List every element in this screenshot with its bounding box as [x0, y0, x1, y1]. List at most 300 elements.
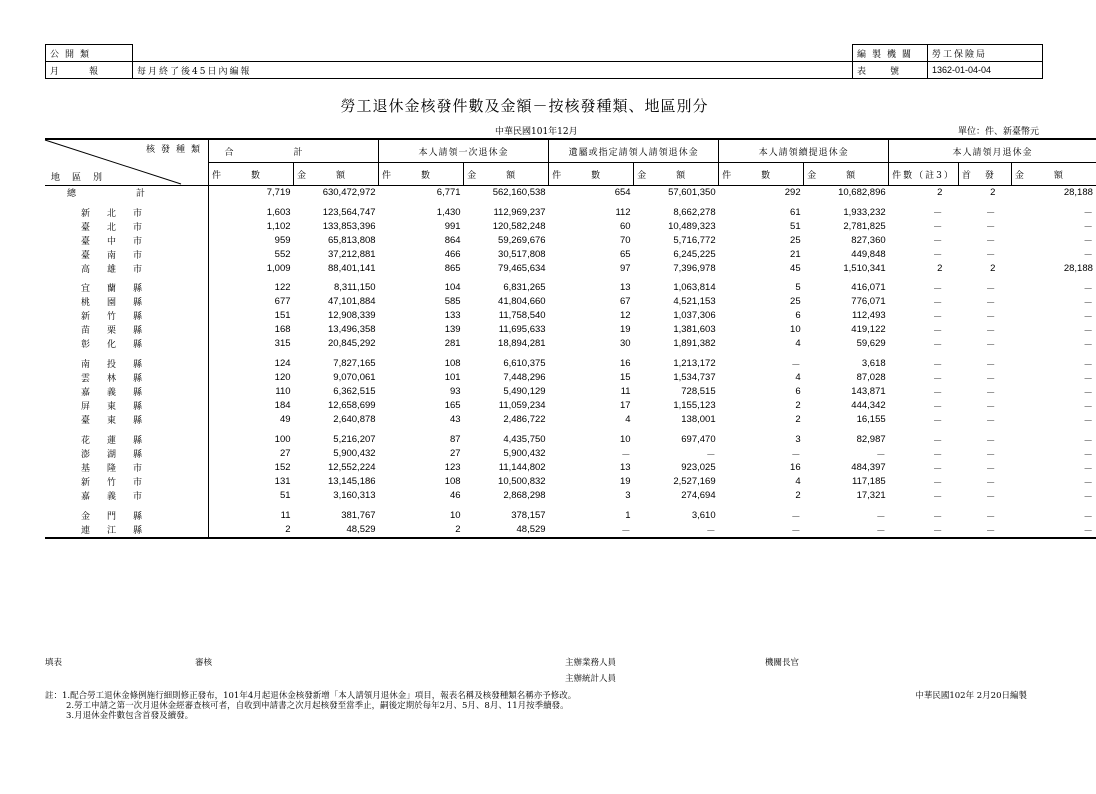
value-cell: － — [932, 415, 943, 427]
value-cell: 184 — [274, 400, 291, 412]
value-cell: － — [1083, 297, 1093, 309]
value-cell: 138,001 — [681, 414, 716, 426]
value-cell: 30,517,808 — [498, 248, 546, 260]
sig-statistics-officer: 主辦統計人員 — [565, 674, 617, 684]
value-cell: 37,212,881 — [328, 248, 376, 260]
value-cell: 11,144,802 — [498, 462, 546, 474]
value-cell: － — [932, 325, 943, 337]
value-cell: － — [985, 511, 996, 523]
value-cell: 13,496,358 — [328, 324, 376, 336]
value-cell: 1,933,232 — [843, 206, 886, 218]
header-right-value-1: 1362-01-04-04 — [928, 62, 1043, 79]
value-cell: － — [1083, 373, 1093, 385]
value-cell: 139 — [444, 324, 461, 336]
value-cell: － — [932, 222, 943, 234]
header-right-table — [852, 44, 1043, 79]
value-cell: 10 — [449, 510, 461, 522]
value-cell: － — [985, 250, 996, 262]
value-cell: 381,767 — [341, 510, 376, 522]
col-monthly-first: 首發 — [958, 163, 1011, 186]
value-cell: 27 — [449, 448, 461, 460]
value-cell: 10,682,896 — [838, 187, 886, 199]
value-cell: － — [932, 525, 943, 537]
value-cell: － — [1083, 208, 1093, 220]
value-cell: － — [985, 415, 996, 427]
value-cell: － — [932, 477, 943, 489]
value-cell: － — [932, 401, 943, 413]
value-cell: 552 — [274, 248, 291, 260]
region-cell: 屏東縣 — [45, 399, 209, 413]
value-cell: 2 — [937, 187, 943, 199]
value-cell: 484,397 — [851, 462, 886, 474]
table-row — [45, 489, 1096, 503]
value-cell: 585 — [444, 296, 461, 308]
value-cell: 67 — [620, 296, 631, 308]
value-cell: 1,009 — [266, 262, 291, 274]
value-cell: － — [932, 283, 943, 295]
region-cell: 彰化縣 — [45, 337, 209, 351]
value-cell: － — [932, 449, 943, 461]
value-cell: 1,534,737 — [673, 372, 716, 384]
col-lump-amount: 金額 — [464, 163, 549, 186]
value-cell: － — [1083, 491, 1093, 503]
value-cell: － — [1083, 477, 1093, 489]
value-cell: 27 — [279, 448, 291, 460]
value-cell: 79,465,634 — [498, 262, 546, 274]
region-cell: 臺南市 — [45, 247, 209, 261]
region-cell: 臺中市 — [45, 233, 209, 247]
value-cell: 112,969,237 — [493, 206, 546, 218]
value-cell: 165 — [444, 400, 461, 412]
value-cell: － — [932, 250, 943, 262]
corner-bottom-label: 地區別 — [51, 173, 115, 183]
region-cell: 花蓮縣 — [45, 433, 209, 447]
value-cell: 1 — [625, 510, 631, 522]
table-row — [45, 295, 1096, 309]
value-cell: － — [985, 401, 996, 413]
header-right-label-1: 表號 — [853, 62, 928, 79]
value-cell: 1,510,341 — [843, 262, 886, 274]
value-cell: － — [932, 311, 943, 323]
value-cell: － — [932, 236, 943, 248]
value-cell: 3 — [795, 434, 801, 446]
value-cell: 7,396,978 — [673, 262, 716, 274]
value-cell: 4,521,153 — [673, 296, 716, 308]
value-cell: － — [985, 325, 996, 337]
value-cell: 11,758,540 — [498, 310, 546, 322]
value-cell: － — [876, 511, 886, 523]
header-left-table — [45, 44, 861, 79]
value-cell: 1,213,172 — [673, 358, 716, 370]
report-period: 中華民國101年12月 — [495, 127, 578, 137]
value-cell: 101 — [444, 372, 461, 384]
value-cell: － — [932, 359, 943, 371]
table-row — [45, 247, 1096, 261]
value-cell: 654 — [614, 187, 631, 199]
table-row — [45, 281, 1096, 295]
region-cell: 臺北市 — [45, 219, 209, 233]
value-cell: 2,868,298 — [503, 490, 546, 502]
value-cell: 4 — [795, 372, 801, 384]
value-cell: 51 — [279, 490, 291, 502]
value-cell: 120,582,248 — [492, 220, 546, 232]
value-cell: 6,771 — [436, 187, 461, 199]
value-cell: － — [985, 236, 996, 248]
value-cell: 827,360 — [851, 234, 886, 246]
region-cell: 總計 — [45, 186, 209, 200]
value-cell: － — [1083, 359, 1093, 371]
value-cell: 48,529 — [346, 524, 376, 536]
value-cell: 19 — [620, 324, 631, 336]
value-cell: 5,716,772 — [673, 234, 716, 246]
value-cell: 2 — [990, 187, 996, 199]
value-cell: 168 — [274, 324, 291, 336]
table-body — [45, 186, 1096, 538]
value-cell: 16 — [620, 358, 631, 370]
value-cell: 12 — [620, 310, 631, 322]
value-cell: 6,362,515 — [333, 386, 376, 398]
value-cell: － — [1083, 236, 1093, 248]
value-cell: 2,781,825 — [843, 220, 886, 232]
value-cell: 93 — [449, 386, 461, 398]
col-total-amount: 金額 — [294, 163, 379, 186]
value-cell: － — [791, 525, 801, 537]
value-cell: 13 — [620, 462, 631, 474]
value-cell: 51 — [790, 220, 801, 232]
value-cell: 1,155,123 — [673, 400, 716, 412]
value-cell: 12,552,224 — [328, 462, 376, 474]
value-cell: 112 — [615, 206, 631, 218]
region-cell: 新竹市 — [45, 475, 209, 489]
value-cell: 6,831,265 — [503, 282, 546, 294]
value-cell: 108 — [444, 476, 461, 488]
header-left-label-0: 公開類 — [46, 45, 133, 62]
value-cell: － — [932, 387, 943, 399]
value-cell: 112,493 — [852, 310, 886, 322]
header-left-value-1: 每月終了後45日內編報 — [133, 62, 862, 79]
value-cell: － — [985, 435, 996, 447]
value-cell: － — [1083, 435, 1093, 447]
value-cell: － — [985, 339, 996, 351]
value-cell: 152 — [274, 462, 291, 474]
value-cell: 13 — [620, 282, 631, 294]
group-survivor: 遺屬或指定請領人請領退休金 — [549, 139, 719, 163]
report-unit: 單位：件、新臺幣元 — [957, 127, 1039, 137]
region-cell: 宜蘭縣 — [45, 281, 209, 295]
value-cell: 5,490,129 — [503, 386, 546, 398]
value-cell: － — [1083, 401, 1093, 413]
value-cell: 17,321 — [856, 490, 886, 502]
value-cell: 1,037,306 — [673, 310, 716, 322]
value-cell: 20,845,292 — [328, 338, 376, 350]
value-cell: － — [1083, 463, 1093, 475]
value-cell: 110 — [275, 386, 291, 398]
value-cell: 12,658,699 — [328, 400, 376, 412]
value-cell: － — [932, 373, 943, 385]
value-cell: 28,188 — [1063, 187, 1093, 199]
value-cell: 6,245,225 — [673, 248, 716, 260]
value-cell: 677 — [274, 296, 291, 308]
value-cell: 10,500,832 — [498, 476, 546, 488]
value-cell: 1,102 — [266, 220, 291, 232]
value-cell: 2 — [795, 490, 801, 502]
value-cell: 2,486,722 — [503, 414, 546, 426]
value-cell: 124 — [274, 358, 291, 370]
sig-reviewer: 審核 — [195, 658, 213, 668]
value-cell: 61 — [790, 206, 801, 218]
corner-cell — [45, 139, 209, 186]
value-cell: 7,827,165 — [333, 358, 376, 370]
value-cell: － — [985, 297, 996, 309]
value-cell: 292 — [784, 187, 801, 199]
value-cell: － — [932, 208, 943, 220]
value-cell: 6,610,375 — [503, 358, 546, 370]
value-cell: 117,185 — [852, 476, 886, 488]
value-cell: － — [1083, 525, 1093, 537]
header-left-value-0 — [133, 45, 862, 62]
region-cell: 南投縣 — [45, 357, 209, 371]
value-cell: 70 — [620, 234, 631, 246]
value-cell: 28,188 — [1063, 262, 1093, 274]
value-cell: － — [932, 339, 943, 351]
value-cell: 57,601,350 — [668, 187, 716, 199]
value-cell: － — [932, 435, 943, 447]
value-cell: 123 — [444, 462, 461, 474]
value-cell: 1,603 — [266, 206, 291, 218]
value-cell: 2,640,878 — [333, 414, 376, 426]
value-cell: 19 — [620, 476, 631, 488]
value-cell: 13,145,186 — [328, 476, 376, 488]
value-cell: 728,515 — [681, 386, 716, 398]
value-cell: 16,155 — [856, 414, 886, 426]
value-cell: － — [706, 525, 716, 537]
group-lump-sum: 本人請領一次退休金 — [379, 139, 549, 163]
table-row — [45, 357, 1096, 371]
value-cell: － — [985, 491, 996, 503]
value-cell: 3,610 — [691, 510, 716, 522]
main-table — [45, 138, 1096, 539]
value-cell: － — [985, 449, 996, 461]
value-cell: 59,629 — [856, 338, 886, 350]
value-cell: － — [985, 359, 996, 371]
value-cell: 100 — [274, 434, 291, 446]
value-cell: 7,719 — [266, 187, 291, 199]
region-cell: 連江縣 — [45, 523, 209, 538]
note-3: 3.月退休金件數包含首發及續發。 — [66, 711, 194, 721]
region-cell: 嘉義市 — [45, 489, 209, 503]
table-row — [45, 309, 1096, 323]
value-cell: 864 — [444, 234, 461, 246]
value-cell: 97 — [620, 262, 631, 274]
value-cell: － — [1083, 283, 1093, 295]
value-cell: － — [1083, 449, 1093, 461]
value-cell: 11 — [620, 386, 631, 398]
value-cell: 444,342 — [851, 400, 886, 412]
value-cell: 46 — [449, 490, 461, 502]
note-1: 註：1.配合勞工退休金條例施行細則修正發布，101年4月起退休金核發新增「本人請領月退休金」項目，報表名稱及核發種類名稱亦予修改。 — [45, 691, 577, 701]
region-cell: 雲林縣 — [45, 371, 209, 385]
value-cell: 151 — [274, 310, 291, 322]
value-cell: 4,435,750 — [503, 434, 546, 446]
table-row — [45, 219, 1096, 233]
value-cell: 120 — [274, 372, 291, 384]
value-cell: 776,071 — [851, 296, 886, 308]
value-cell: 5,216,207 — [333, 434, 376, 446]
region-cell: 苗栗縣 — [45, 323, 209, 337]
region-cell: 嘉義縣 — [45, 385, 209, 399]
value-cell: － — [1083, 387, 1093, 399]
value-cell: 48,529 — [516, 524, 546, 536]
value-cell: － — [985, 373, 996, 385]
value-cell: 2 — [937, 262, 943, 274]
col-survivor-count: 件數 — [549, 163, 634, 186]
value-cell: 87 — [449, 434, 461, 446]
value-cell: 16 — [790, 462, 801, 474]
table-row — [45, 337, 1096, 351]
table-row — [45, 475, 1096, 489]
compiled-date: 中華民國102年 2月20日編製 — [915, 691, 1027, 701]
value-cell: 1,891,382 — [673, 338, 716, 350]
report-title: 勞工退休金核發件數及金額－按核發種類、地區別分 — [340, 97, 709, 115]
value-cell: － — [985, 463, 996, 475]
value-cell: 2 — [455, 524, 461, 536]
value-cell: 11,059,234 — [498, 400, 546, 412]
value-cell: 3 — [625, 490, 631, 502]
value-cell: 43 — [449, 414, 461, 426]
value-cell: － — [1083, 250, 1093, 262]
region-cell: 金門縣 — [45, 509, 209, 523]
value-cell: 5,900,432 — [503, 448, 546, 460]
value-cell: 449,848 — [851, 248, 886, 260]
table-row — [45, 205, 1096, 219]
table-row — [45, 233, 1096, 247]
value-cell: 65 — [620, 248, 631, 260]
value-cell: 1,063,814 — [673, 282, 716, 294]
value-cell: 10,489,323 — [668, 220, 716, 232]
value-cell: 562,160,538 — [492, 187, 546, 199]
col-continued-count: 件數 — [719, 163, 804, 186]
value-cell: 25 — [790, 234, 801, 246]
value-cell: 60 — [620, 220, 631, 232]
value-cell: 1,430 — [436, 206, 461, 218]
value-cell: － — [706, 449, 716, 461]
value-cell: － — [985, 387, 996, 399]
value-cell: 8,662,278 — [673, 206, 716, 218]
region-cell: 新竹縣 — [45, 309, 209, 323]
value-cell: 82,987 — [856, 434, 886, 446]
group-monthly: 本人請領月退休金 — [889, 139, 1096, 163]
header-right-value-0: 勞工保險局 — [928, 45, 1043, 62]
value-cell: 30 — [620, 338, 631, 350]
value-cell: － — [621, 525, 631, 537]
value-cell: 378,157 — [511, 510, 546, 522]
value-cell: 2 — [795, 414, 801, 426]
col-survivor-amount: 金額 — [634, 163, 719, 186]
header-right-label-0: 編製機關 — [853, 45, 928, 62]
region-cell: 臺東縣 — [45, 413, 209, 427]
col-lump-count: 件數 — [379, 163, 464, 186]
sig-business-officer: 主辦業務人員 — [565, 658, 617, 668]
table-row — [45, 186, 1096, 200]
value-cell: － — [876, 525, 886, 537]
value-cell: 15 — [620, 372, 631, 384]
col-monthly-count: 件數（註3） — [889, 163, 959, 186]
value-cell: 4 — [795, 476, 801, 488]
col-monthly-amount: 金額 — [1014, 170, 1093, 181]
col-continued-amount: 金額 — [804, 163, 889, 186]
value-cell: － — [932, 491, 943, 503]
value-cell: 2 — [795, 400, 801, 412]
table-row — [45, 433, 1096, 447]
value-cell: 630,472,972 — [322, 187, 376, 199]
value-cell: 11 — [280, 510, 291, 522]
value-cell: 131 — [274, 476, 291, 488]
value-cell: － — [791, 359, 801, 371]
table-row — [45, 413, 1096, 427]
value-cell: － — [985, 222, 996, 234]
region-cell: 桃園縣 — [45, 295, 209, 309]
value-cell: 2,527,169 — [673, 476, 716, 488]
value-cell: 88,401,141 — [328, 262, 376, 274]
value-cell: － — [791, 449, 801, 461]
value-cell: 87,028 — [856, 372, 886, 384]
value-cell: － — [876, 449, 886, 461]
value-cell: 108 — [444, 358, 461, 370]
value-cell: 697,470 — [681, 434, 716, 446]
value-cell: － — [985, 477, 996, 489]
region-cell: 新北市 — [45, 205, 209, 219]
value-cell: － — [1083, 311, 1093, 323]
value-cell: 1,381,603 — [673, 324, 716, 336]
value-cell: 466 — [444, 248, 461, 260]
value-cell: 4 — [625, 414, 631, 426]
value-cell: － — [1083, 339, 1093, 351]
value-cell: 2 — [990, 262, 996, 274]
value-cell: － — [1083, 222, 1093, 234]
sig-head: 機關長官 — [765, 658, 800, 668]
value-cell: － — [985, 283, 996, 295]
value-cell: － — [985, 525, 996, 537]
value-cell: 5,900,432 — [333, 448, 376, 460]
value-cell: 10 — [620, 434, 631, 446]
value-cell: 3,160,313 — [333, 490, 376, 502]
table-row — [45, 399, 1096, 413]
value-cell: 25 — [790, 296, 801, 308]
value-cell: 315 — [274, 338, 291, 350]
value-cell: 991 — [444, 220, 461, 232]
value-cell: 2 — [285, 524, 291, 536]
region-cell: 基隆市 — [45, 461, 209, 475]
value-cell: － — [985, 208, 996, 220]
value-cell: 122 — [274, 282, 291, 294]
value-cell: － — [621, 449, 631, 461]
value-cell: 865 — [444, 262, 461, 274]
value-cell: － — [1083, 415, 1093, 427]
table-row — [45, 447, 1096, 461]
value-cell: 49 — [279, 414, 291, 426]
table-row — [45, 509, 1096, 523]
value-cell: 47,101,884 — [328, 296, 376, 308]
value-cell: 17 — [620, 400, 631, 412]
value-cell: 281 — [444, 338, 461, 350]
table-row — [45, 371, 1096, 385]
value-cell: 4 — [795, 338, 801, 350]
value-cell: － — [791, 511, 801, 523]
table-row — [45, 261, 1096, 274]
value-cell: － — [1083, 511, 1093, 523]
group-continued: 本人請領續提退休金 — [719, 139, 889, 163]
value-cell: 7,448,296 — [503, 372, 546, 384]
